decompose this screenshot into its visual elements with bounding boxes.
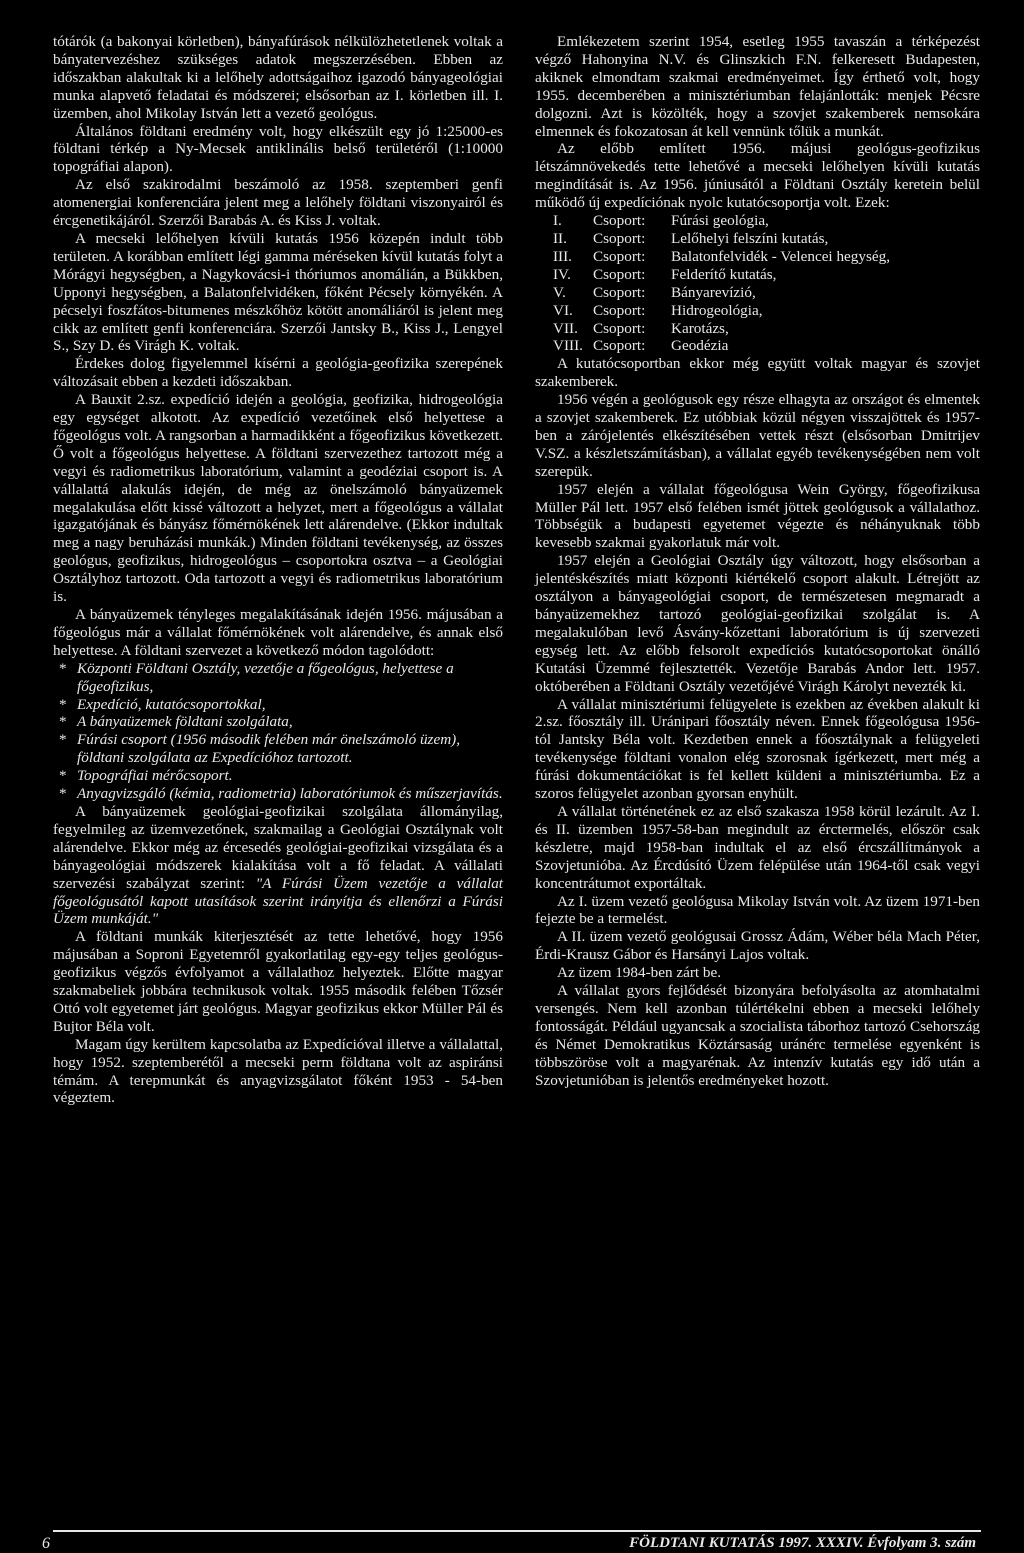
paragraph: Az első szakirodalmi beszámoló az 1958. szeptemberi genfi atomenergiai konferenciára jelent meg a lelőhely földtani viszonyairól és ércgenetikájáról. Szerzői Barabás A. és Kiss J. voltak. bbox=[53, 176, 503, 230]
paragraph: A bányaüzemek geológiai-geofizikai szolgálata állományilag, fegyelmileg az üzemvezetőnek, szakmailag a Geológiai Osztálynak volt alárendelve. Ekkor még az ércesedés geológiai-geofizikai vizsgálata és a bányageológiai módszerek kialakítása volt a fő feladat. A vállalati szervezési szabályzat szerint: "A Fúrási Üzem vezetője a vállalat főgeológusától kapott utasítások szerint irányítja és ellenőrzi a Fúrási Üzem munkáját." bbox=[53, 802, 504, 928]
bullet-mark: * bbox=[59, 695, 67, 713]
paragraph: 1956 végén a geológusok egy része elhagyta az országot és elmentek a szovjet szakemberek. Ez utóbbiak közül négyen visszajöttek és 1957-ben a zárójelentés elkészítésében vettek részt (elsősorban Dmitrijev V.SZ. a készletszámításban), a vállalat egyéb tevékenységében nem volt szerepük. bbox=[535, 391, 980, 480]
list-item: VI. Csoport: Hidrogeológia, bbox=[553, 301, 763, 319]
list-item: V. Csoport: Bányarevízió, bbox=[553, 283, 756, 301]
page-number: 6 bbox=[42, 1535, 50, 1552]
paragraph: tótárók (a bakonyai körletben), bányafúrások nélkülözhetetlenek voltak a bányatervezéshez szükséges adatok megszerzésében. Ebben az időszakban alakultak ki a lelőhely adottságaihoz igazodó bányageológiai munka alapvető feladatai és módszerei; elsősorban az I. körletben ill. I. üzemben, ahol Mikolay István lett a vezető geológus. bbox=[53, 33, 503, 122]
list-item: * Topográfiai mérőcsoport. bbox=[59, 767, 233, 785]
paragraph: Általános földtani eredmény volt, hogy elkészült egy jó 1:25000-es földtani térkép a Ny-Mecsek antiklinális belső területéről (1:10000 topográfiai alapon). bbox=[53, 122, 503, 176]
list-item: VIII. Csoport: Geodézia bbox=[553, 337, 729, 355]
group-list bbox=[535, 212, 980, 355]
list-item: IV. Csoport: Felderítő kutatás, bbox=[553, 265, 777, 283]
list-item: * Expedíció, kutatócsoportokkal, bbox=[59, 695, 266, 713]
paragraph: A vállalat minisztériumi felügyelete is ezekben az években alakult ki 2.sz. főosztály ill. Uránipari főosztály néven. Ennek főgeológusa 1956-tól Jantsky Béla volt. Kezdetben ennek a főosztálynak a felügyeleti tevékenysége földtani vonalon elég szorosnak ígérkezett, mert még a fúrási dokumentációkat is fel kellett küldeni a minisztériumba. Ez a szoros felügyelet azonban gyorsan enyhült. bbox=[535, 695, 980, 803]
list-item: * Anyagvizsgáló (kémia, radiometria) laboratóriumok és műszerjavítás. bbox=[59, 785, 503, 803]
footer-divider bbox=[53, 1530, 981, 1532]
paragraph: A Bauxit 2.sz. expedíció idején a geológia, geofizika, hidrogeológia egy egységet alkotott. Az expedíció vezetőinek első helyettese a főgeológus volt. A rangsorban a harmadikként a főgeofizikus következett. Ő volt a főgeológus helyettese. A földtani szervezethez tartozott még a vegyi és radiometrikus laboratórium, valamint a geodéziai csoport is. A vállalattá alakulás idején, de még az önelszámoló bányaüzemek megalakulása előtt kissé változott a helyzet, mert a főgeológus a vállalat igazgatójának és bányász főmérnökének lett alárendelve. (Ekkor indultak meg a nagy beruházási munkák.) Minden földtani tevékenység, az összes geológus, geofizikus, hidrogeológus – csoportokra osztva – a Geológiai Osztályhoz tartozott. Oda tartozott a vegyi és radiometrikus laboratórium is. bbox=[53, 391, 503, 606]
journal-title: FÖLDTANI KUTATÁS 1997. XXXIV. Évfolyam 3. szám bbox=[629, 1535, 976, 1551]
list-item: III. Csoport: Balatonfelvidék - Velencei hegység, bbox=[553, 247, 891, 265]
list-item: VII. Csoport: Karotázs, bbox=[553, 319, 729, 337]
bullet-mark: * bbox=[59, 731, 67, 749]
paragraph: A mecseki lelőhelyen kívüli kutatás 1956 közepén indult több területen. A korábban említett légi gamma méréseken kívül kutatás folyt a Mórágyi hegységben, a Nagykovácsi-i thóriumos anomálián, a Bükkben, Upponyi hegységben, a Balatonfelvidéken, főként Pécsely környékén. A pécselyi foszfátos-bitumenes mészkőhöz kötött anomáliáról is jelent meg cikk az említett genfi konferenciára. Szerzői Jantsky B., Kiss J., Lengyel S., Szy D. és Virágh K. voltak. bbox=[53, 229, 503, 355]
paragraph: Magam úgy kerültem kapcsolatba az Expedícióval illetve a vállalattal, hogy 1952. szeptemberétől a mecseki perm földtana volt az aspiránsi témám. A terepmunkát és anyagvizsgálatot főként 1953 - 54-ben végeztem. bbox=[53, 1035, 503, 1107]
organization-list bbox=[53, 660, 503, 803]
paragraph: Érdekes dolog figyelemmel kísérni a geológia-geofizika szerepének változásait ebben a kezdeti időszakban. bbox=[53, 355, 503, 391]
left-column bbox=[53, 33, 503, 1107]
list-item: I. Csoport: Fúrási geológia, bbox=[553, 212, 769, 230]
bullet-mark: * bbox=[59, 785, 67, 803]
list-item: II. Csoport: Lelőhelyi felszíni kutatás, bbox=[553, 229, 829, 247]
paragraph: Az előbb említett 1956. májusi geológus-geofizikus létszámnövekedés tette lehetővé a mecseki lelőhelyen kívüli kutatás megindítását is. Az 1956. júniusától a Földtani Osztály keretein belül működő új expedíciónak nyolc kutatócsoportja volt. Ezek: bbox=[535, 140, 980, 212]
right-column bbox=[535, 33, 980, 1089]
paragraph: A vállalat történetének ez az első szakasza 1958 körül lezárult. Az I. és II. üzemben 1957-58-ban megindult az érctermelés, először csak készletre, majd 1958-ban indultak el az első ércszállítmányok a Szovjetunióba. Az Ércdúsító Üzem felépülése után 1964-től csak vegyi koncentrátumot exportáltak. bbox=[535, 802, 980, 892]
paragraph: A kutatócsoportban ekkor még együtt voltak magyar és szovjet szakemberek. bbox=[535, 355, 980, 391]
paragraph: Az üzem 1984-ben zárt be. bbox=[557, 964, 722, 982]
paragraph: A bányaüzemek tényleges megalakításának idején 1956. májusában a főgeológus már a vállalat főmérnökének volt alárendelve, és annak első helyettese. A földtani szervezet a következő módon tagolódott: bbox=[53, 606, 503, 659]
list-item: * Fúrási csoport (1956 második felében már önelszámoló üzem), földtani szolgálata az Expedícióhoz tartozott. bbox=[59, 731, 461, 767]
paragraph: Az I. üzem vezető geológusa Mikolay István volt. Az üzem 1971-ben fejezte be a termelést. bbox=[535, 892, 980, 928]
paragraph: A vállalat gyors fejlődését bizonyára befolyásolta az atomhatalmi versengés. Nem kell azonban túlértékelni ebben a mecseki lelőhely fontosságát. Például ugyancsak a szocialista táborhoz tartozó Csehország és Német Demokratikus Köztársaság uránérc termelése egyenként is többszöröse volt a magyarénak. Az intenzív kutatás egy idő után a Szovjetunióban is jelentős eredményeket hozott. bbox=[535, 982, 980, 1089]
list-item: * A bányaüzemek földtani szolgálata, bbox=[59, 713, 293, 731]
bullet-mark: * bbox=[59, 713, 67, 731]
paragraph: 1957 elején a Geológiai Osztály úgy változott, hogy elsősorban a jelentéskészítés miatt központi kiértékelő csoport alakult. Létrejött az osztályon a bányageológiai csoport, de természetesen megmaradt a bányaüzemekhez tartozó geológiai-geofizikai szolgálat is. A megalakulóban levő Ásvány-kőzettani laboratórium is új szervezeti egység lett. Az előbb felsorolt expedíciós kutatócsoportokat önálló Kutatási Üzemmé fejlesztették. Vezetője Barabás Andor lett. 1957. októberében a Földtani Osztály vezetőjévé Virágh Károlyt nevezték ki. bbox=[535, 552, 980, 695]
quote: "A Fúrási Üzem vezetője a vállalat főgeológusától kapott utasítások szerint irányítja és ellenőrzi a Fúrási Üzem munkáját." bbox=[53, 874, 504, 928]
bullet-mark: * bbox=[59, 767, 67, 785]
list-item: * Központi Földtani Osztály, vezetője a főgeológus, helyettese a főgeofizikus, bbox=[59, 659, 454, 695]
paragraph: 1957 elején a vállalat főgeológusa Wein György, főgeofizikusa Müller Pál lett. 1957 első felében ismét jöttek geológusok a vállalathoz. Többségük a budapesti egyetemet végezte és néhányuknak több kevesebb szakmai gyakorlatuk már volt. bbox=[535, 480, 980, 552]
paragraph: A II. üzem vezető geológusai Grossz Ádám, Wéber béla Mach Péter, Érdi-Krausz Gábor és Harsányi Lajos voltak. bbox=[535, 928, 980, 964]
paragraph: A földtani munkák kiterjesztését az tette lehetővé, hogy 1956 májusában a Soproni Egyetemről gyakorlatilag egy-egy teljes geológus-geofizikus végzős évfolyamot a vállalathoz helyeztek. Előtte magyar szakmabeliek jobbára technikusok voltak. 1955 második felében Tőzsér Ottó volt egyetemet járt geológus. Magyar geofizikus ekkor Müller Pál és Bujtor Béla volt. bbox=[53, 928, 503, 1035]
paragraph: Emlékezetem szerint 1954, esetleg 1955 tavaszán a térképezést végző Hahonyina N.V. és Glinszkich F.N. felkeresett Budapesten, akiknek elmondtam szakmai eredményeimet. Így érthető volt, hogy 1955. decemberében a minisztériumban felajánlották: menjek Pécsre dolgozni. Azt is közölték, hogy a szovjet szakemberek nemsokára elmennek és fokozatosan át kell vennünk tőlük a munkát. bbox=[535, 33, 980, 140]
bullet-mark: * bbox=[59, 659, 67, 677]
